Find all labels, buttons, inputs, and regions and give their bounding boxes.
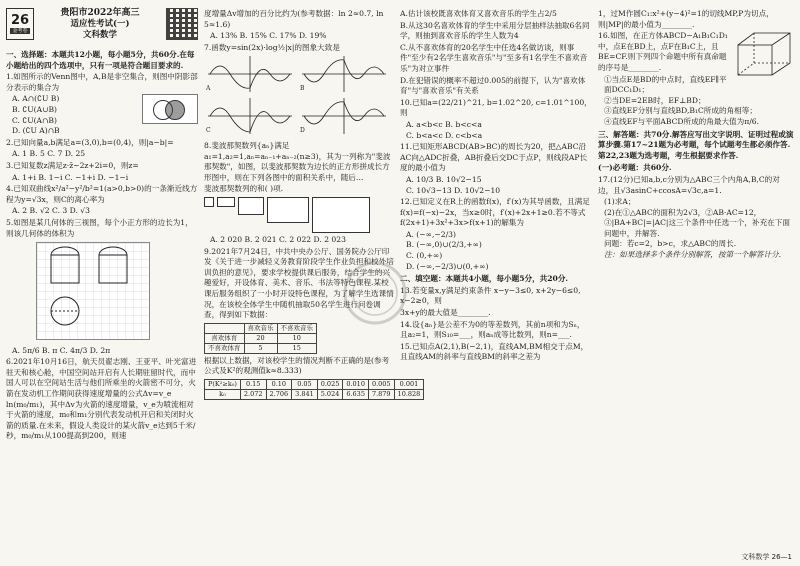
q17-problem: 问题：若c=2，b>c，求△ABC的周长. xyxy=(604,239,737,249)
q17-part-2: (2)在①△ABC的面积为2√3，②AB·AC=12，③|BA+BC|=|AC|这三个条件中任选一个，补充在下面问题中，并解答. xyxy=(604,207,790,238)
section-2-instructions: 二、填空题：本题共4小题，每小题5分，共20分. xyxy=(400,274,569,284)
q6-options: A. 13% B. 15% C. 17% D. 19% xyxy=(210,31,327,41)
question-11: 11.已知矩形ABCD(AB>BC)的周长为20，把△ABC沿AC向△ADC折叠，AB折叠后交DC于点P，则线段AP长度的最小值为 xyxy=(400,142,588,173)
question-17: 17.(12分)已知a,b,c分别为△ABC三个内角A,B,C的对边，且√3asinC+ccosA=√3c,a=1. xyxy=(598,174,780,195)
graph-d-label: D xyxy=(300,127,305,135)
q8-options: A. 2 020 B. 2 021 C. 2 022 D. 2 023 xyxy=(210,234,346,244)
question-13: 13.若变量x,y满足约束条件 x−y−3≤0, x+2y−6≤0, x−2≥0，则 xyxy=(400,285,581,306)
q10-options-cd: C. b<a<c D. c<b<a xyxy=(406,130,483,140)
venn-diagram xyxy=(142,94,198,124)
section-3-instructions: 三、解答题：共70分.解答应写出文字说明、证明过程或演算步骤.第17~21题为必考题，每个试题考生都必须作答.第22,23题为选考题，考生根据要求作答. xyxy=(598,129,794,160)
watermark-stamp-icon xyxy=(340,258,410,328)
q9-option-b: B.从这30名喜欢体育的学生中采用分层抽样法抽取6名同学，则抽到喜欢音乐的学生人数为4 xyxy=(400,20,590,41)
paper-badge xyxy=(6,8,34,40)
title-line-1: 贵阳市2022年高三 xyxy=(60,8,140,18)
q17-note: 注：如果选择多个条件分别解答，按第一个解答计分. xyxy=(604,250,782,260)
qr-code-icon xyxy=(166,8,198,40)
paper-title xyxy=(39,8,161,41)
question-15-cont: 1，过M作圆C₁:x²+(y−4)²=1的切线MP,P为切点，则|MP|的最小值为________. xyxy=(598,9,774,29)
q16-statement-2: ②当DE=2EB时，EF⊥BD； xyxy=(604,95,706,105)
q12-option-a: A. (−∞,−2/3) xyxy=(406,229,456,239)
survey-table: 喜欢音乐 不喜欢音乐 喜欢体育 20 10 不喜欢体育 5 15 xyxy=(204,323,317,354)
column-1 xyxy=(6,8,198,556)
question-10: 10.已知a=(22/21)^21, b=1.02^20, c=1.01^100，则 xyxy=(400,97,592,118)
column-3 xyxy=(400,8,592,556)
q1-option-b: B. ∁U(A∪B) xyxy=(12,104,57,114)
question-1: 1.如图所示的Venn图中，A,B是非空集合，则图中阴影部分表示的集合为 xyxy=(6,72,198,92)
question-3: 3.已知复数z满足z·z̄−2z+2i=0，则z= xyxy=(6,160,139,170)
exam-header xyxy=(6,8,198,48)
q4-options: A. 2 B. √2 C. 3 D. √3 xyxy=(12,206,90,216)
q16-statement-1: ①当点E是BD的中点时，直线EF∥平面DCC₁D₁； xyxy=(604,74,727,95)
cube-figure xyxy=(734,31,794,77)
question-9: 9.2021年7月24日，中共中央办公厅、国务院办公厅印发《关于进一步减轻义务教育阶段学生作业负担和校外培训负担的意见》，要求学校提供课后服务，结合学生的兴趣爱好，开设体育、美术、音乐、书法等特色课程.某校课后服务组织了一小时开设特色课程，为了解学生选课情况，在该校全体学生中随机抽取50名学生进行问卷调查，得到如下数据： xyxy=(204,246,394,320)
graph-b-label: B xyxy=(300,85,305,93)
q9-instruction: 根据以上数据，对该校学生的情况判断不正确的是(参考公式及K²的观测值k≈8.333) xyxy=(204,355,390,376)
question-4: 4.已知双曲线x²/a²−y²/b²=1(a>0,b>0)的一条渐近线方程为y=√3x，则C的离心率为 xyxy=(6,184,198,204)
fibonacci-figures xyxy=(204,197,394,233)
q8-fill: 斐波那契数列的和( )项. xyxy=(204,184,284,194)
q7-graph-options xyxy=(204,54,390,136)
chi-square-table: P(K²≥k₀) 0.15 0.10 0.05 0.025 0.010 0.005 0.001 k₀ 2.072 2.706 3.841 5.024 6.635 7.879 10.828 xyxy=(204,379,424,400)
q9-option-c: C.从不喜欢体育的20名学生中任选4名做访谈，则事件"至少有2名学生喜欢音乐"与"至多有1名学生不喜欢音乐"为对立事件 xyxy=(400,42,588,73)
q12-option-b: B. (−∞,0)∪(2/3,+∞) xyxy=(406,240,482,250)
q3-options: A. 1+i B. 1−i C. −1+i D. −1−i xyxy=(12,172,129,182)
q9-option-a: A.估计该校既喜欢体育又喜欢音乐的学生占2/5 xyxy=(400,9,557,18)
question-16: 16.如图，在正方体ABCD−A₁B₁C₁D₁中，点E在BD上，点F在B₁C上，且BE=CF.则下列四个命题中所有真命题的序号是________. xyxy=(598,31,728,72)
q16-statement-4: ④直线EF与平面ABCD所成的角最大值为π/6. xyxy=(604,116,760,126)
question-14: 14.设{aₙ}是公差不为0的等差数列，其前n项和为Sₙ，且a₂=1，则S₁₀=___，则aₙ成等比数列，则n=___. xyxy=(400,319,585,340)
column-4 xyxy=(598,8,794,556)
badge-subtitle: 金考卷 xyxy=(12,28,28,34)
title-line-2: 适应性考试(一) xyxy=(70,19,130,29)
question-8: 8.斐波那契数列{aₙ}满足a₁=1,a₂=1,aₙ=aₙ₋₁+aₙ₋₂(n≥3)，其为一列称为"斐波那契数"，如图，以斐波那契数为边长的正方形拼成长方形图中，则在下列各图中的面积关系中，随后… xyxy=(204,140,391,182)
q13-fill: 3x+y的最大值是________. xyxy=(400,308,491,318)
page-footer: 文科数学 26—1 xyxy=(741,553,792,561)
q11-options-ab: A. 10/3 B. 10√2−15 xyxy=(406,174,482,184)
title-line-3: 文科数学 xyxy=(82,30,117,40)
three-view-figure xyxy=(36,242,150,340)
q2-options: A. 1 B. 5 C. 7 D. 25 xyxy=(12,149,86,159)
q5-options: A. 5π/6 B. π C. 4π/3 D. 2π xyxy=(12,345,111,355)
section-1-instructions: 一、选择题：本题共12小题，每小题5分，共60分.在每小题给出的四个选项中，只有一项是符合题目要求的. xyxy=(6,50,195,70)
graph-c-label: C xyxy=(206,127,211,135)
question-7: 7.函数y=sin(2x)·log½|x|的图象大致是 xyxy=(204,42,340,52)
q1-option-d: D. (∁U A)∩B xyxy=(12,126,60,136)
graph-a-label: A xyxy=(206,85,211,93)
question-15: 15.已知点A(2,1),B(−2,1)，直线AM,BM相交于点M，且直线AM的斜率与直线BM的斜率之差为 xyxy=(400,341,589,362)
q9-option-d: D.在犯错误的概率不超过0.005的前提下，认为"喜欢体育"与"喜欢音乐"有关系 xyxy=(400,75,586,96)
question-2: 2.已知向量a,b满足a=(3,0),b=(0,4)，则|a−b|= xyxy=(6,137,174,147)
q17-part-1: (1)求A； xyxy=(604,197,636,207)
question-12: 12.已知定义在R上的函数f(x)，f′(x)为其导函数，且满足f(x)=f(−x)−2x，当x≥0时，f′(x)+2x+1≥0.若不等式f(2x+1)+3x²+3x>f(x+1)的解集为 xyxy=(400,197,590,228)
q10-options-ab: A. a<b<c B. b<c<a xyxy=(406,119,482,129)
required-section: (一)必考题：共60分. xyxy=(598,163,672,173)
badge-number: 26 xyxy=(10,13,30,28)
q12-option-d: D. (−∞,−2/3)∪(0,+∞) xyxy=(406,261,489,271)
q12-option-c: C. (0,+∞) xyxy=(406,251,443,261)
question-6-cont: 度增量Δv增加的百分比约为(参考数据：ln 2≈0.7, ln 5≈1.6) xyxy=(204,9,384,29)
q1-option-c: C. ∁U(A∩B) xyxy=(12,115,57,125)
question-6: 6.2021年10月16日，航天员翟志刚、王亚平、叶光富进驻天和核心舱，中国空间站开启有人长期驻留时代，而中国人可以在空间站生活与他们所乘坐的火箭密不可分，火箭在发动机工作期间获得速度增量的公式Δv=v_e ln(m₀/m₁)，其中Δv为火箭的速度增量，v_e为喷流相对于火箭的速度，m₀和m₁分别代表发动机开启和关闭时火箭的质量.在未来，假设人类设计的某火箭v_e达到5千米/秒，m₀/m₁从100提高到200，则速 xyxy=(6,357,197,441)
q11-options-cd: C. 10√3−13 D. 10√2−10 xyxy=(406,185,501,195)
q1-option-a: A. A∩(∁U B) xyxy=(12,94,60,104)
question-5: 5.如图是某几何体的三视图，每个小正方形的边长为1，则该几何体的体积为 xyxy=(6,217,193,238)
q16-statement-3: ③直线EF分别与直线BD,B₁C所成的角相等； xyxy=(604,106,757,116)
